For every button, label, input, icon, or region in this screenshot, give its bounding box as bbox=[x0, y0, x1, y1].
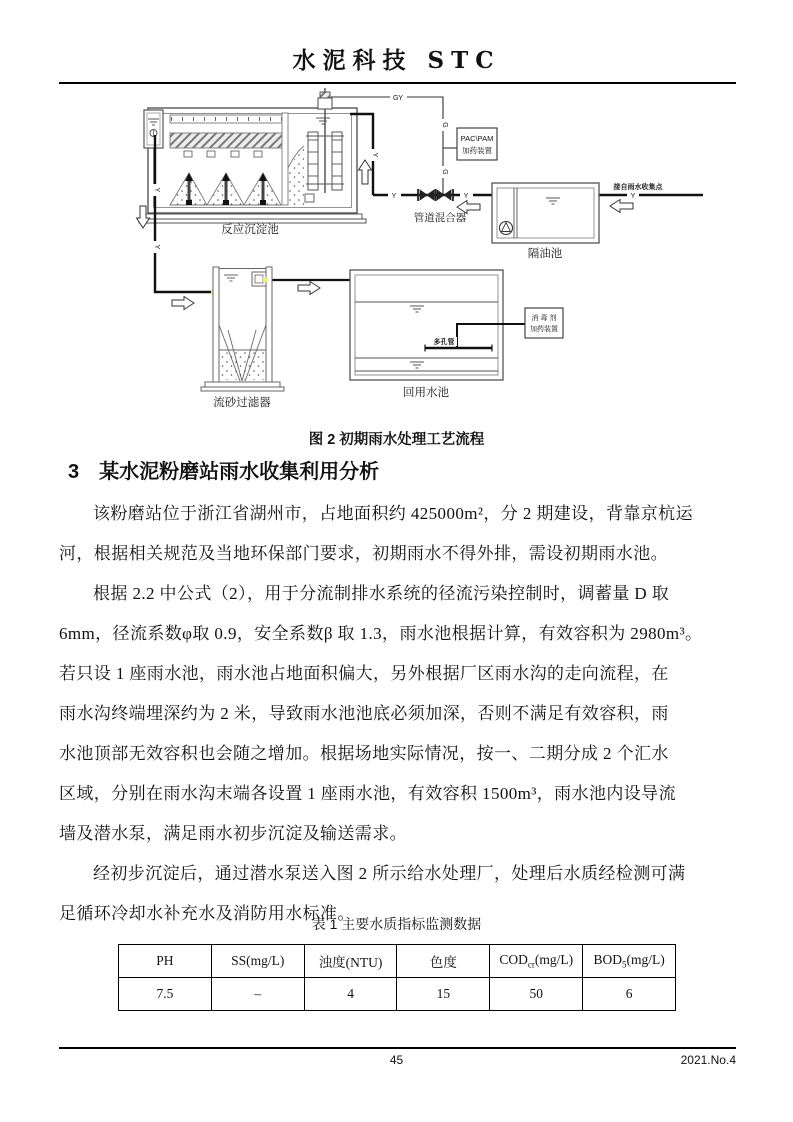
value-cell-cod: 50 bbox=[490, 978, 583, 1011]
flow-arrow-right-icon bbox=[298, 282, 320, 295]
pipe-label-gy: GY bbox=[392, 95, 404, 102]
table-header-row bbox=[119, 945, 676, 978]
oil-separator-label: 隔油池 bbox=[527, 248, 563, 260]
header-cell-turbidity: 浊度(NTU) bbox=[304, 945, 397, 978]
value-cell-color: 15 bbox=[397, 978, 490, 1011]
page-number: 45 bbox=[389, 1053, 404, 1067]
value-cell-turbidity: 4 bbox=[304, 978, 397, 1011]
value-cell-ss: – bbox=[211, 978, 304, 1011]
svg-text:消 毒 剂: 消 毒 剂 bbox=[531, 315, 557, 322]
header-cell-ph: PH bbox=[119, 945, 212, 978]
value-cell-bod: 6 bbox=[583, 978, 676, 1011]
paragraph-line: 经初步沉淀后，通过潜水泵送入图 2 所示给水处理厂，处理后水质经检测可满 bbox=[93, 864, 686, 883]
source-label: 接自雨水收集点 bbox=[613, 184, 663, 191]
paragraph-line: 区域，分别在雨水沟末端各设置 1 座雨水池，有效容积 1500m³，雨水池内设导流 bbox=[59, 784, 676, 803]
perforated-pipe-label: 多孔管 bbox=[433, 339, 455, 346]
header-cell-bod: $BOD_5(mg/L)$ bbox=[583, 945, 676, 978]
value-cell-ph: 7.5 bbox=[119, 978, 212, 1011]
svg-text:加药装置: 加药装置 bbox=[462, 146, 492, 155]
section-number: 3 bbox=[68, 461, 80, 483]
sand-filter-label: 流砂过滤器 bbox=[213, 397, 271, 409]
pipe-label-g: G bbox=[441, 122, 448, 128]
water-quality-table bbox=[118, 944, 676, 1011]
disinfectant-dosing-device bbox=[525, 308, 563, 338]
pump-icon bbox=[500, 222, 513, 235]
water-level-icon bbox=[224, 275, 238, 281]
body-text bbox=[59, 494, 736, 934]
pipe-mixer-label: 管道混合器 bbox=[413, 212, 467, 224]
paragraph-line: 墙及潜水泵，满足雨水初步沉淀及输送需求。 bbox=[59, 824, 407, 843]
reuse-tank bbox=[350, 270, 525, 380]
paragraph-line: 河，根据相关规范及当地环保部门要求，初期雨水不得外排，需设初期雨水池。 bbox=[59, 544, 668, 563]
svg-text:加药装置: 加药装置 bbox=[530, 326, 558, 333]
table-value-row bbox=[119, 978, 676, 1011]
section-title: 某水泥粉磨站雨水收集利用分析 bbox=[99, 461, 380, 483]
issue-number: 2021.No.4 bbox=[680, 1053, 736, 1067]
flow-arrow-right-icon bbox=[172, 297, 194, 310]
reuse-tank-label: 回用水池 bbox=[403, 387, 449, 399]
pipe-label-y: Y bbox=[153, 187, 160, 193]
header-cell-color: 色度 bbox=[397, 945, 490, 978]
flow-arrow-left-icon bbox=[610, 200, 633, 213]
pipe-label-y: Y bbox=[463, 193, 469, 200]
paragraph-line: 水池顶部无效容积也会随之增加。根据场地实际情况，按一、二期分成 2 个汇水 bbox=[59, 744, 669, 763]
pipe-label-y: Y bbox=[371, 152, 378, 158]
reaction-tank-label: 反应沉淀池 bbox=[221, 224, 279, 236]
pipe-label-y: Y bbox=[153, 244, 160, 250]
svg-text:PAC\PAM: PAC\PAM bbox=[460, 134, 494, 143]
paragraph-line: 雨水沟终端埋深约为 2 米，导致雨水池池底必须加深，否则不满足有效容积，雨 bbox=[59, 704, 669, 723]
pipe-label-y: Y bbox=[630, 193, 636, 200]
paragraph-line: 该粉磨站位于浙江省湖州市，占地面积约 425000m²，分 2 期建设，背靠京杭运 bbox=[93, 504, 693, 523]
dosing-device-pac-pam bbox=[457, 128, 497, 160]
sand-filter bbox=[201, 267, 284, 391]
header-cell-cod: $COD_{cr}(mg/L)$ bbox=[490, 945, 583, 978]
pipe-label-g: G bbox=[441, 169, 448, 175]
table-caption: 表 1 主要水质指标监测数据 bbox=[311, 916, 482, 932]
motor-icon bbox=[318, 88, 332, 109]
pipe-mixer bbox=[418, 189, 453, 201]
section-heading bbox=[68, 455, 379, 484]
oil-separator bbox=[492, 183, 599, 243]
flow-arrow-up-icon bbox=[359, 160, 372, 184]
footer-rule bbox=[59, 1047, 736, 1049]
header-cell-ss: SS(mg/L) bbox=[211, 945, 304, 978]
process-flow-diagram bbox=[130, 88, 705, 433]
header-rule bbox=[59, 82, 736, 84]
paragraph-line: 根据 2.2 中公式（2），用于分流制排水系统的径流污染控制时，调蓄量 D 取 bbox=[93, 584, 670, 603]
pipe-label-y: Y bbox=[391, 193, 397, 200]
figure-caption: 图 2 初期雨水处理工艺流程 bbox=[308, 432, 485, 448]
paragraph-line: 6mm，径流系数φ取 0.9，安全系数β 取 1.3，雨水池根据计算，有效容积为 2980m³。 bbox=[59, 624, 703, 643]
journal-title: 水泥科技 STC bbox=[292, 47, 501, 74]
paragraph-line: 若只设 1 座雨水池，雨水池占地面积偏大，另外根据厂区雨水沟的走向流程，在 bbox=[59, 664, 669, 683]
paragraph-line: 足循环冷却水补充水及消防用水标准。 bbox=[59, 904, 355, 923]
